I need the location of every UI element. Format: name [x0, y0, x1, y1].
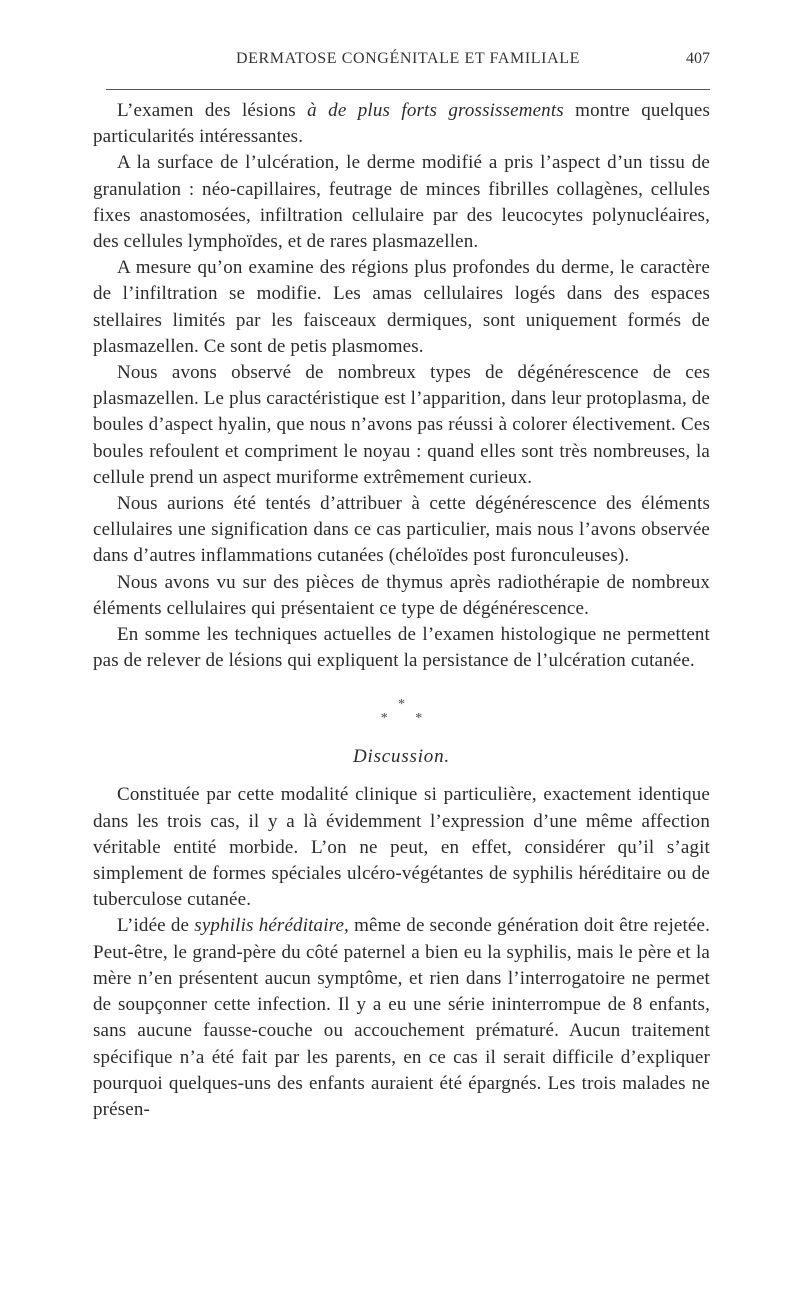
- paragraph-text: L’examen des lésions: [117, 100, 308, 121]
- paragraph: A la surface de l’ulcération, le derme modifié a pris l’aspect d’un tissu de granulation : néo-capillaires, feutrage de minces fibrilles collagènes, cellules fixes anastomosées, infiltration cellulaire par des leucocytes polynucléaires, des cellules lymphoïdes, et de rares plasmazellen.: [93, 152, 710, 253]
- paragraph: En somme les techniques actuelles de l’examen histologique ne permettent pas de relever de lésions qui expliquent la persistance de l’ulcération cutanée.: [93, 624, 710, 672]
- page-number: 407: [686, 50, 710, 67]
- body-text: [93, 98, 710, 1123]
- section-separator: [93, 684, 710, 744]
- paragraph-text: L’idée de: [117, 915, 195, 937]
- paragraph-text: montre quelques particularités intéressantes.: [93, 100, 710, 148]
- paragraph: Nous avons observé de nombreux types de dégénérescence de ces plasmazellen. Le plus caractéristique est l’apparition, dans leur protoplasma, de boules d’aspect hyalin, que nous n’avons pas réussi à colorer électivement. Ces boules refoulent et compriment le noyau : quand elles sont très nombreuses, la cellule prend un aspect muriforme extrêmement curieux.: [93, 362, 710, 488]
- paragraph: [93, 913, 710, 1123]
- asterism-top: *: [398, 697, 405, 713]
- page-header: [106, 50, 710, 72]
- asterism-bottom: * *: [380, 711, 435, 727]
- italic-phrase: à de plus forts grossissements: [307, 100, 564, 121]
- paragraph-text: même de seconde génération doit être rejetée. Peut-être, le grand-père du côté paternel a bien eu la syphilis, mais le père et la mère n’en présentent aucun symptôme, et rien dans l’interrogatoire ne permet de soupçonner cette infection. Il y a eu une série ininterrompue de 8 enfants, sans aucune fausse-couche ou accouchement prématuré. Aucun traitement spécifique n’a été fait par les parents, en ce cas il serait difficile d’expliquer pourquoi quelques-uns des enfants auraient été épargnés. Les trois malades ne présen-: [93, 915, 710, 1120]
- paragraph: Nous aurions été tentés d’attribuer à cette dégénérescence des éléments cellulaires une signification dans ce cas particulier, mais nous l’avons observée dans d’autres inflammations cutanées (chéloïdes post furonculeuses).: [93, 493, 710, 567]
- section-title: Discussion.: [353, 746, 450, 768]
- paragraph: [93, 98, 710, 150]
- paragraph: Nous avons vu sur des pièces de thymus après radiothérapie de nombreux éléments cellulaires qui présentaient ce type de dégénérescence.: [93, 571, 710, 619]
- italic-phrase: syphilis héréditaire,: [194, 915, 349, 937]
- asterism: [93, 698, 710, 726]
- paragraph: A mesure qu’on examine des régions plus profondes du derme, le caractère de l’infiltration se modifie. Les amas cellulaires logés dans des espaces stellaires limités par les faisceaux dermiques, sont uniquement formés de plasmazellen. Ce sont de petis plasmomes.: [93, 257, 710, 357]
- paragraph: Constituée par cette modalité clinique si particulière, exactement identique dans les trois cas, il y a là évidemment l’expression d’une même affection véritable entité morbide. L’on ne peut, en effet, considérer qu’il s’agit simplement de formes spéciales ulcéro-végétantes de syphilis héréditaire ou de tuberculose cutanée.: [93, 784, 710, 911]
- header-rule: [106, 89, 710, 90]
- running-title: DERMATOSE CONGÉNITALE ET FAMILIALE: [236, 50, 580, 67]
